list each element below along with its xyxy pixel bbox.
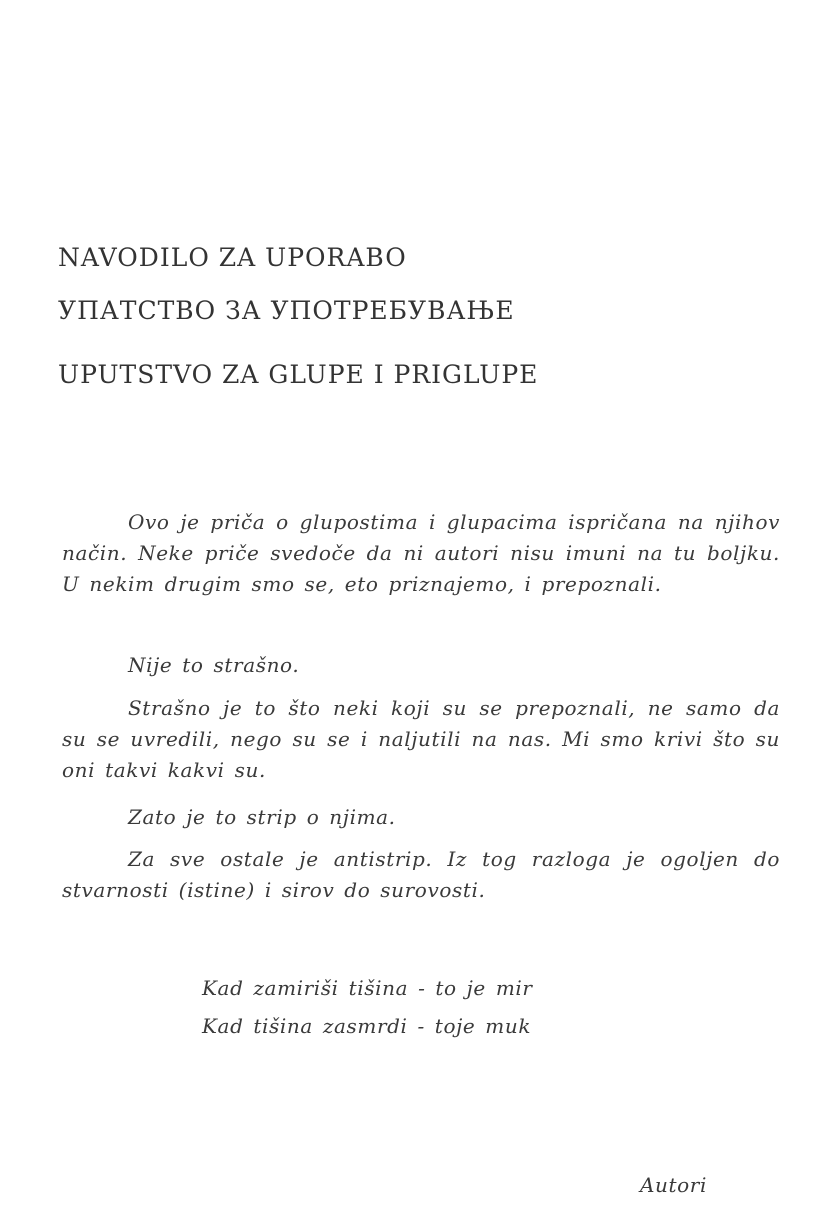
paragraph-intro: Ovo je priča o glupostima i glupacima ispričana na njihov način. Neke priče svedoče da ni autori nisu imuni na tu boljku. U nekim drugim smo se, eto priznajemo, i prepoznali.	[62, 510, 780, 596]
verse-line-peace: Kad zamiriši tišina - to je mir	[202, 976, 533, 1000]
signature-authors: Autori	[640, 1173, 707, 1197]
paragraph-terrible: Strašno je to što neki koji su se prepoznali, ne samo da su se uvredili, nego su se i naljutili na nas. Mi smo krivi što su oni takvi kakvi su.	[62, 696, 780, 782]
paragraph-antistrip: Za sve ostale je antistrip. Iz tog razloga je ogoljen do stvarnosti (istine) i sirov do surovosti.	[62, 847, 780, 902]
paragraph-strip: Zato je to strip o njima.	[128, 805, 396, 829]
heading-slovenian: NAVODILO ZA UPORABO	[58, 243, 407, 272]
verse-line-silence: Kad tišina zasmrdi - toje muk	[202, 1014, 532, 1038]
paragraph-not-terrible: Nije to strašno.	[128, 653, 300, 677]
heading-macedonian: УПАТСТВО ЗА УПОТРЕБУВАЊЕ	[58, 296, 515, 325]
heading-serbian: UPUTSTVO ZA GLUPE I PRIGLUPE	[58, 360, 539, 389]
